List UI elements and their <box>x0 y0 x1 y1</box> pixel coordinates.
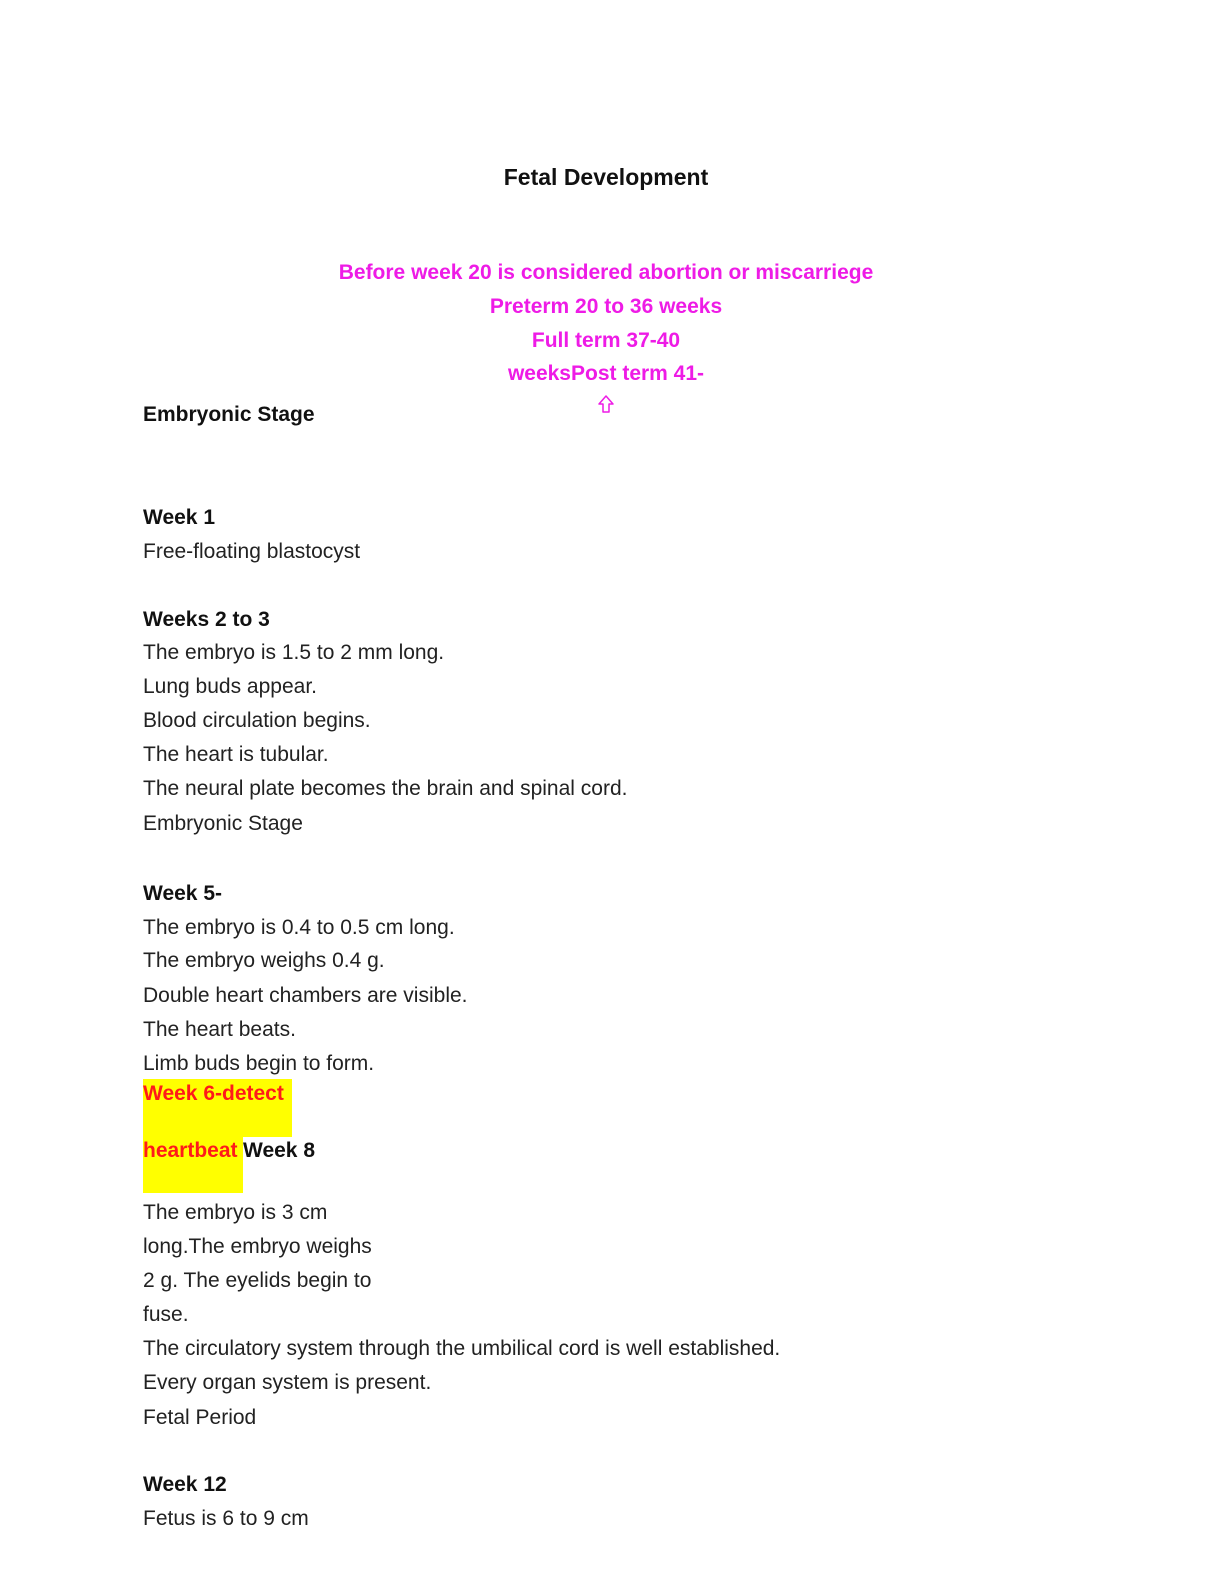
week6-highlight-line-2: heartbeat <box>143 1139 238 1162</box>
week8-line-1: The embryo is 3 cm <box>143 1201 328 1224</box>
note-line-3: Full term 37-40 <box>531 329 681 352</box>
week5-line-4: The heart beats. <box>143 1018 296 1041</box>
week8-line-5: The circulatory system through the umbilical cord is well established. <box>143 1337 781 1360</box>
weeks2to3-heading: Weeks 2 to 3 <box>143 608 270 631</box>
weeks2to3-line-3: Blood circulation begins. <box>143 709 371 732</box>
week5-line-1: The embryo is 0.4 to 0.5 cm long. <box>143 916 455 939</box>
week5-heading: Week 5- <box>143 882 222 905</box>
week5-line-3: Double heart chambers are visible. <box>143 984 468 1007</box>
weeks2to3-line-1: The embryo is 1.5 to 2 mm long. <box>143 641 445 664</box>
week8-line-3: 2 g. The eyelids begin to <box>143 1269 372 1292</box>
week5-line-2: The embryo weighs 0.4 g. <box>143 949 385 972</box>
week1-heading: Week 1 <box>143 506 215 529</box>
document-title: Fetal Development <box>503 164 709 190</box>
week1-line-1: Free-floating blastocyst <box>143 540 361 563</box>
week8-line-6: Every organ system is present. <box>143 1371 432 1394</box>
note-line-1: Before week 20 is considered abortion or miscarriege <box>338 261 874 284</box>
week6-highlight-line-1: Week 6-detect <box>143 1082 284 1105</box>
weeks2to3-line-5: The neural plate becomes the brain and spinal cord. <box>143 777 628 800</box>
week8-line-4: fuse. <box>143 1303 189 1326</box>
embryonic-stage-heading: Embryonic Stage <box>143 403 315 426</box>
week8-line-7: Fetal Period <box>143 1406 257 1429</box>
week8-line-2: long.The embryo weighs <box>143 1235 372 1258</box>
note-line-4: weeksPost term 41- <box>507 362 705 385</box>
week12-line-1: Fetus is 6 to 9 cm <box>143 1507 309 1530</box>
week12-heading: Week 12 <box>143 1473 227 1496</box>
weeks2to3-line-6: Embryonic Stage <box>143 812 303 835</box>
weeks2to3-line-2: Lung buds appear. <box>143 675 317 698</box>
week5-line-5: Limb buds begin to form. <box>143 1052 375 1075</box>
weeks2to3-line-4: The heart is tubular. <box>143 743 329 766</box>
note-line-2: Preterm 20 to 36 weeks <box>489 295 723 318</box>
week8-heading: Week 8 <box>243 1139 315 1162</box>
